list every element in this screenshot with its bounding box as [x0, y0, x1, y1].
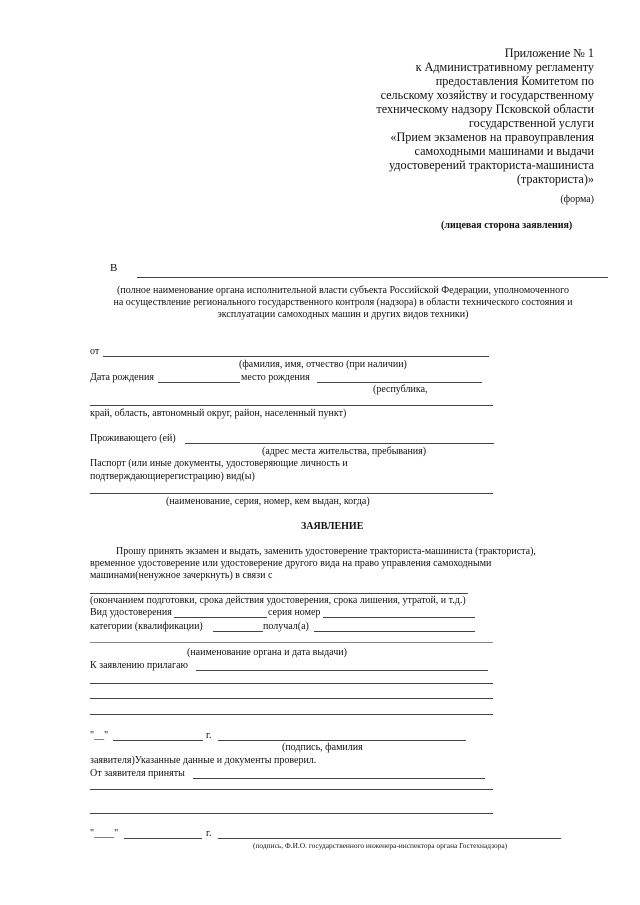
- applicant-signature-caption: (подпись, фамилия: [282, 742, 363, 753]
- region-caption-cont: край, область, автономный округ, район, населенный пункт): [90, 408, 347, 419]
- passport-label-line1: Паспорт (или иные документы, удостоверяющие личность и: [90, 458, 348, 469]
- header-line: (тракториста)»: [516, 172, 594, 186]
- addressee-field-line[interactable]: [137, 277, 608, 278]
- header-line: самоходными машинами и выдачи: [414, 144, 594, 158]
- birth-place-label: место рождения: [241, 372, 310, 383]
- appendix-header: [376, 46, 594, 186]
- header-line: Приложение № 1: [504, 46, 594, 60]
- accepted-field-line[interactable]: [193, 778, 485, 779]
- header-line: к Административному регламенту: [415, 60, 594, 74]
- from-label: от: [90, 346, 100, 357]
- header-line: удостоверений тракториста-машиниста: [388, 158, 594, 172]
- region-caption: (республика,: [373, 384, 428, 395]
- inspector-signature-caption: (подпись, Ф.И.О. государственного инженера-инспектора органа Гостехнадзора): [253, 841, 508, 850]
- authority-field-line[interactable]: [90, 642, 493, 643]
- passport-label-line2: подтверждающиерегистрацию) вид(ы): [90, 471, 255, 482]
- cert-type-field-line[interactable]: [174, 617, 267, 618]
- statement-title: ЗАЯВЛЕНИЕ: [301, 521, 364, 532]
- attachments-field-line-2[interactable]: [90, 683, 493, 684]
- statement-body-line: машинами(ненужное зачеркнуть) в связи с: [90, 570, 273, 581]
- inspector-signature-field-line[interactable]: [218, 838, 561, 839]
- received-field-line[interactable]: [314, 631, 475, 632]
- statement-body-line: Прошу принять экзамен и выдать, заменить удостоверение тракториста-машиниста (тракториста),: [116, 546, 536, 557]
- addressee-caption: (полное наименование органа исполнительной власти субъекта Российской Федерации, уполномоченного на осуществление регионального государственного контроля (надзора) в области технического состояния и эксплуатации самоходных машин и других видов техники): [113, 285, 573, 320]
- header-line: предоставления Комитетом по: [435, 74, 594, 88]
- birth-place-field-line-2[interactable]: [90, 405, 493, 406]
- series-label: серия номер: [268, 607, 321, 618]
- signature-year-suffix: г.: [206, 730, 212, 741]
- header-line: техническому надзору Псковской области: [376, 102, 594, 116]
- header-line: государственной услуги: [468, 116, 594, 130]
- residence-caption: (адрес места жительства, пребывания): [262, 446, 427, 457]
- reason-caption: (окончанием подготовки, срока действия удостоверения, срока лишения, утратой, и т.д.): [90, 595, 466, 606]
- applicant-signature-field-line[interactable]: [218, 740, 466, 741]
- received-label: получал(а): [263, 621, 309, 632]
- inspector-year-suffix: г.: [206, 828, 212, 839]
- accepted-field-line-3[interactable]: [90, 813, 493, 814]
- accepted-field-line-2[interactable]: [90, 789, 493, 790]
- signature-date-field-line[interactable]: [113, 740, 203, 741]
- birth-place-field-line[interactable]: [317, 382, 482, 383]
- attachments-field-line-3[interactable]: [90, 698, 493, 699]
- inspector-date-day: "____": [90, 828, 119, 839]
- attach-label: К заявлению прилагаю: [90, 660, 188, 671]
- header-line: «Прием экзаменов на правоуправления: [390, 130, 594, 144]
- series-number-field-line[interactable]: [323, 617, 475, 618]
- inspector-date-field-line[interactable]: [124, 838, 202, 839]
- statement-body-line: временное удостоверение или удостоверение другого вида на право управления самоходными: [90, 558, 492, 569]
- full-name-caption: (фамилия, имя, отчество (при наличии): [239, 359, 407, 370]
- authority-caption: (наименование органа и дата выдачи): [187, 647, 347, 658]
- signature-date-day: "__": [90, 730, 109, 741]
- passport-caption: (наименование, серия, номер, кем выдан, когда): [166, 496, 370, 507]
- category-label: категории (квалификации): [90, 621, 203, 632]
- birth-date-label: Дата рождения: [90, 372, 154, 383]
- residence-field-line[interactable]: [185, 443, 494, 444]
- full-name-field-line[interactable]: [103, 356, 489, 357]
- attachments-field-line[interactable]: [196, 670, 488, 671]
- applicant-signature-caption-cont: заявителя)Указанные данные и документы проверил.: [90, 755, 317, 766]
- accepted-label: От заявителя приняты: [90, 768, 185, 779]
- residence-label: Проживающего (ей): [90, 433, 176, 444]
- cert-type-label: Вид удостоверения: [90, 607, 172, 618]
- attachments-field-line-4[interactable]: [90, 714, 493, 715]
- category-field-line[interactable]: [213, 631, 263, 632]
- passport-field-line[interactable]: [90, 493, 493, 494]
- side-label: (лицевая сторона заявления): [441, 220, 573, 231]
- header-line: сельскому хозяйству и государственному: [380, 88, 594, 102]
- reason-field-line[interactable]: [90, 593, 468, 594]
- form-label: (форма): [560, 194, 594, 205]
- addressee-prefix: В: [110, 262, 118, 274]
- birth-date-field-line[interactable]: [158, 382, 240, 383]
